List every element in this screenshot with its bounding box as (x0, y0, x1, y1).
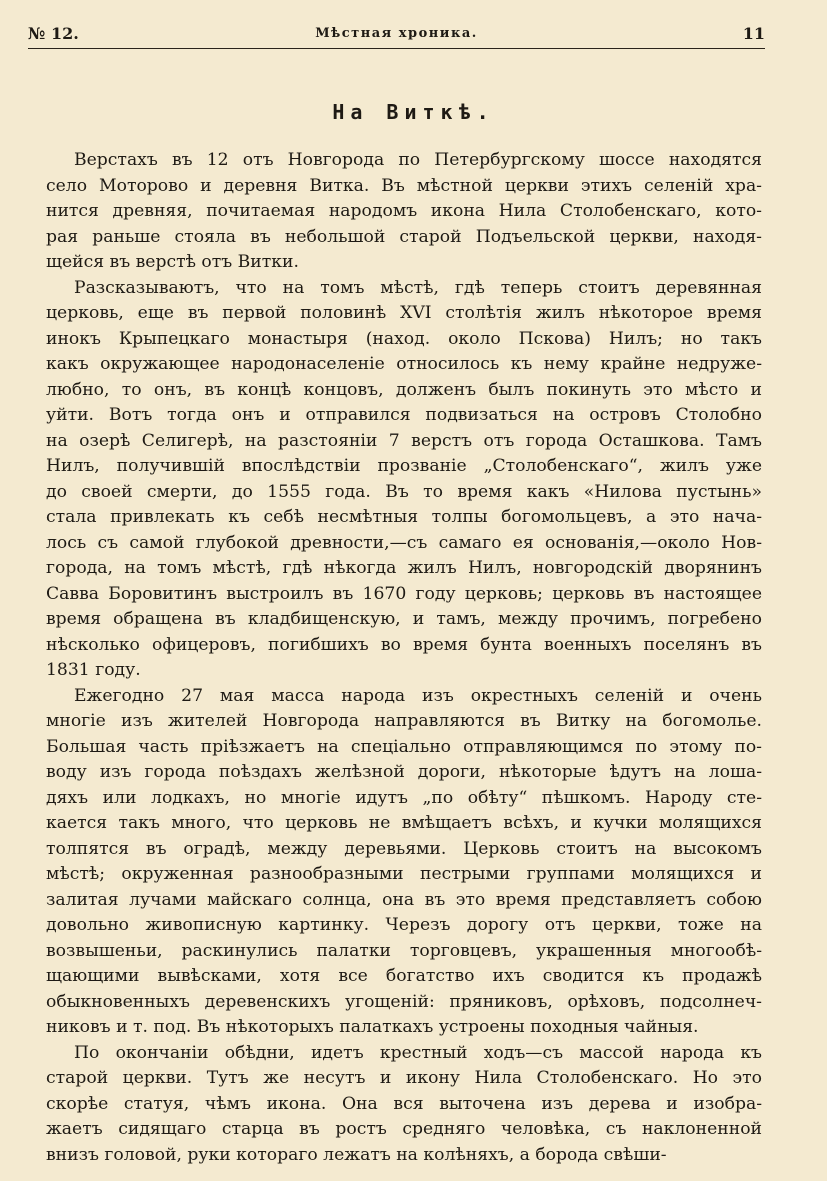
text-line: Разсказываютъ, что на томъ мѣстѣ, гдѣ теперь стоитъ деревянная (74, 277, 762, 298)
text-line: залитая лучами майскаго солнца, она въ это время представляетъ собою (46, 889, 762, 910)
text-line: скорѣе статуя, чѣмъ икона. Она вся выточена изъ дерева и изобра- (46, 1093, 762, 1114)
text-line: стала привлекать къ себѣ несмѣтныя толпы богомольцевъ, а это нача- (46, 507, 762, 527)
text-line: лось съ самой глубокой древности,—съ самаго ея основанія,—около Нов- (46, 532, 762, 553)
text-line: Большая часть пріѣзжаетъ на спеціально отправляющимся по этому по- (46, 736, 762, 757)
text-line: города, на томъ мѣстѣ, гдѣ нѣкогда жилъ Нилъ, новгородскій дворянинъ (46, 558, 762, 578)
text-line: мѣстѣ; окруженная разнообразными пестрыми группами молящихся и (46, 864, 762, 884)
text-line: любно, то онъ, въ концѣ концовъ, долженъ былъ покинуть это мѣсто и (46, 379, 762, 400)
text-line: воду изъ города поѣздахъ желѣзной дороги, нѣкоторые ѣдутъ на лоша- (46, 762, 762, 782)
paragraph (46, 276, 762, 684)
text-line: нится древняя, почитаемая народомъ икона Нила Столобенскаго, кото- (46, 201, 762, 221)
text-line: жаетъ сидящаго старца въ ростъ средняго человѣка, съ наклоненной (46, 1119, 762, 1139)
text-line: инокъ Крыпецкаго монастыря (наход. около Пскова) Нилъ; но такъ (46, 328, 762, 349)
running-header (28, 22, 765, 49)
text-line: Савва Боровитинъ выстроилъ въ 1670 году церковь; церковь въ настоящее (46, 583, 762, 604)
text-line: нѣсколько офицеровъ, погибшихъ во время бунта военныхъ поселянъ въ (46, 634, 762, 655)
text-line: церковь, еще въ первой половинѣ XVI столѣтія жилъ нѣкоторое время (46, 303, 762, 323)
issue-number: № 12. (28, 24, 79, 43)
text-line: внизъ головой, руки котораго лежатъ на колѣняхъ, а борода свѣши- (46, 1144, 667, 1165)
paragraph (46, 148, 762, 276)
text-line: никовъ и т. под. Въ нѣкоторыхъ палаткахъ устроены походныя чайныя. (46, 1017, 699, 1037)
text-line: Ежегодно 27 мая масса народа изъ окрестныхъ селеній и очень (74, 685, 762, 706)
text-line: рая раньше стояла въ небольшой старой Подъельской церкви, находя- (46, 226, 762, 247)
text-line: кается такъ много, что церковь не вмѣщаетъ всѣхъ, и кучки молящихся (46, 813, 762, 833)
text-line: уйти. Вотъ тогда онъ и отправился подвизаться на островъ Столобно (46, 405, 762, 425)
text-line: щейся въ верстѣ отъ Витки. (46, 252, 299, 272)
paragraph (46, 1041, 762, 1169)
text-line: щающими вывѣсками, хотя все богатство ихъ сводится къ продажѣ (46, 966, 762, 986)
text-line: время обращена въ кладбищенскую, и тамъ, между прочимъ, погребено (46, 609, 762, 629)
text-line: дяхъ или лодкахъ, но многіе идутъ „по обѣту“ пѣшкомъ. Народу сте- (46, 787, 762, 808)
text-line: старой церкви. Тутъ же несутъ и икону Нила Столобенскаго. Но это (46, 1068, 762, 1088)
text-line: обыкновенныхъ деревенскихъ угощеній: пряниковъ, орѣховъ, подсолнеч- (46, 991, 762, 1012)
paragraph (46, 684, 762, 1041)
page-number: 11 (742, 24, 765, 43)
text-line: толпятся въ оградѣ, между деревьями. Церковь стоитъ на высокомъ (46, 838, 762, 859)
text-line: до своей смерти, до 1555 года. Въ то время какъ «Нилова пустынь» (46, 481, 762, 502)
text-line: на озерѣ Селигерѣ, на разстояніи 7 верстъ отъ города Осташкова. Тамъ (46, 430, 762, 451)
text-line: какъ окружающее народонаселеніе относилось къ нему крайне недруже- (46, 354, 762, 374)
article-body (46, 148, 762, 1168)
section-title: Мѣстная хроника. (315, 26, 478, 41)
text-line: По окончаніи обѣдни, идетъ крестный ходъ—съ массой народа къ (74, 1042, 762, 1063)
text-line: возвышеньи, раскинулись палатки торговцевъ, украшенныя многообѣ- (46, 940, 762, 961)
text-line: Верстахъ въ 12 отъ Новгорода по Петербургскому шоссе находятся (74, 150, 762, 170)
text-line: довольно живописную картинку. Черезъ дорогу отъ церкви, тоже на (46, 915, 762, 935)
text-line: многіе изъ жителей Новгорода направляются въ Витку на богомолье. (46, 711, 762, 731)
article-title: На Виткѣ. (332, 100, 495, 124)
text-line: Нилъ, получившій впослѣдствіи прозваніе „Столобенскаго“, жилъ уже (46, 456, 762, 476)
text-line: село Моторово и деревня Витка. Въ мѣстной церкви этихъ селеній хра- (46, 175, 762, 196)
text-line: 1831 году. (46, 660, 141, 680)
